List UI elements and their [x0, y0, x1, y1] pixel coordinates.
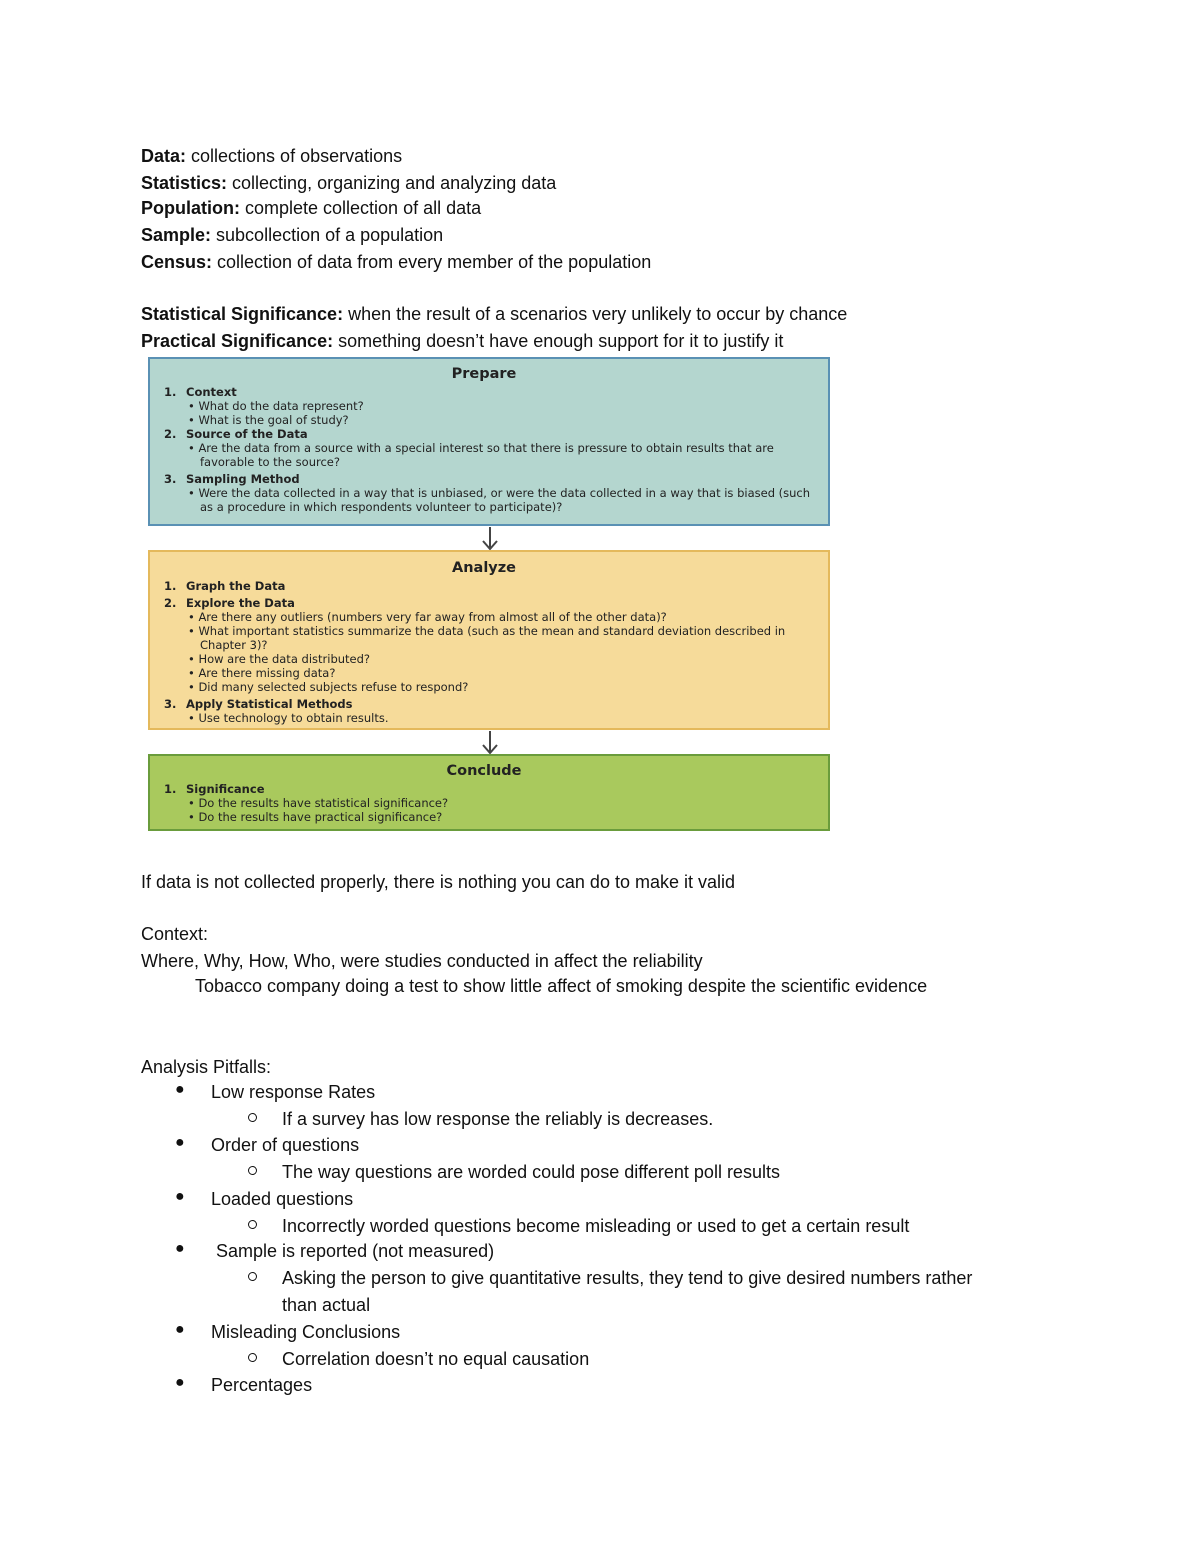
- pitfall-sub-item: Asking the person to give quantitative results, they tend to give desired numbers rather: [282, 1268, 973, 1288]
- term: Data:: [141, 146, 187, 166]
- term-definition: collecting, organizing and analyzing data: [227, 173, 557, 193]
- item-label: Graph the Data: [186, 579, 286, 593]
- item-number: 2.: [164, 596, 177, 610]
- item-number: 2.: [164, 427, 177, 441]
- definition-population: [141, 195, 481, 221]
- sub-question: • What important statistics summarize the data (such as the mean and standard deviation described in Chapter 3)?: [188, 624, 786, 652]
- flowchart-prepare-box: [148, 357, 830, 526]
- bullet-icon: ●: [175, 1188, 185, 1205]
- flowchart-analyze-box: [148, 550, 830, 730]
- circle-bullet-icon: [248, 1353, 257, 1362]
- sub-question: • Do the results have statistical significance?: [188, 796, 449, 810]
- context-line: Where, Why, How, Who, were studies conducted in affect the reliability: [141, 951, 703, 971]
- sub-question: • What is the goal of study?: [188, 413, 349, 427]
- pitfall-sub-item: The way questions are worded could pose different poll results: [282, 1162, 780, 1182]
- pitfall-item: Sample is reported (not measured): [211, 1241, 495, 1261]
- pitfall-item: Low response Rates: [211, 1082, 376, 1102]
- sub-question: • Are the data from a source with a special interest so that there is pressure to obtain results that are favorable to the source?: [188, 441, 774, 469]
- item-number: 1.: [164, 385, 177, 399]
- term-definition: when the result of a scenarios very unlikely to occur by chance: [343, 304, 848, 324]
- item-label: Significance: [186, 782, 265, 796]
- bullet-icon: ●: [175, 1321, 185, 1338]
- prepare-item-3: [150, 472, 818, 486]
- definition-statistical-significance: [141, 301, 847, 327]
- pitfall-sub-item: If a survey has low response the reliably is decreases.: [282, 1109, 714, 1129]
- term-definition: collections of observations: [186, 146, 403, 166]
- term: Practical Significance:: [141, 331, 334, 351]
- item-label: Apply Statistical Methods: [186, 697, 353, 711]
- term: Census:: [141, 252, 213, 272]
- pitfall-sub-item: Incorrectly worded questions become misleading or used to get a certain result: [282, 1216, 910, 1236]
- item-number: 1.: [164, 782, 177, 796]
- item-label: Context: [186, 385, 237, 399]
- context-heading: Context:: [141, 924, 209, 944]
- item-label: Source of the Data: [186, 427, 308, 441]
- term-definition: collection of data from every member of the population: [212, 252, 652, 272]
- pitfall-item: Misleading Conclusions: [211, 1322, 401, 1342]
- conclude-title: Conclude: [446, 763, 522, 779]
- note-valid: If data is not collected properly, there is nothing you can do to make it valid: [141, 872, 735, 892]
- term: Statistical Significance:: [141, 304, 344, 324]
- sub-question: • What do the data represent?: [188, 399, 364, 413]
- sub-question: • Were the data collected in a way that is unbiased, or were the data collected in a way that is biased (such as a procedure in which respondents volunteer to participate)?: [188, 486, 811, 514]
- analyze-item-2: [150, 596, 818, 610]
- definition-statistics: [141, 170, 556, 196]
- pitfall-sub-item-continued: than actual: [282, 1295, 371, 1315]
- sub-question: • Are there missing data?: [188, 666, 336, 680]
- bullet-icon: ●: [175, 1081, 185, 1098]
- prepare-item-2: [150, 427, 818, 441]
- item-label: Explore the Data: [186, 596, 295, 610]
- definition-practical-significance: [141, 328, 783, 354]
- circle-bullet-icon: [248, 1166, 257, 1175]
- pitfall-sub-item: Correlation doesn’t no equal causation: [282, 1349, 590, 1369]
- bullet-icon: ●: [175, 1134, 185, 1151]
- sub-question: • Are there any outliers (numbers very far away from almost all of the other data)?: [188, 610, 667, 624]
- sub-question: • Did many selected subjects refuse to respond?: [188, 680, 469, 694]
- prepare-item-1: [150, 385, 818, 399]
- pitfall-item: Loaded questions: [211, 1189, 354, 1209]
- context-example: Tobacco company doing a test to show little affect of smoking despite the scientific evidence: [195, 976, 928, 996]
- flowchart-conclude-box: [148, 754, 830, 831]
- circle-bullet-icon: [248, 1113, 257, 1122]
- definition-census: [141, 249, 651, 275]
- sub-question: • Do the results have practical significance?: [188, 810, 443, 824]
- circle-bullet-icon: [248, 1272, 257, 1281]
- term: Statistics:: [141, 173, 228, 193]
- pitfall-item: Order of questions: [211, 1135, 360, 1155]
- analyze-item-1: [150, 579, 818, 593]
- down-arrow-icon: [480, 527, 500, 551]
- term: Sample:: [141, 225, 212, 245]
- item-label: Sampling Method: [186, 472, 300, 486]
- conclude-item-1: [150, 782, 818, 796]
- definition-data: [141, 143, 402, 169]
- down-arrow-icon: [480, 731, 500, 755]
- term: Population:: [141, 198, 240, 218]
- prepare-title: Prepare: [451, 366, 517, 382]
- analyze-title: Analyze: [451, 560, 517, 576]
- term-definition: something doesn’t have enough support for it to justify it: [333, 331, 784, 351]
- definition-sample: [141, 222, 443, 248]
- term-definition: complete collection of all data: [239, 198, 482, 218]
- sub-question: • How are the data distributed?: [188, 652, 371, 666]
- item-number: 3.: [164, 697, 177, 711]
- sub-question: • Use technology to obtain results.: [188, 711, 389, 725]
- bullet-icon: ●: [175, 1374, 185, 1391]
- circle-bullet-icon: [248, 1220, 257, 1229]
- item-number: 3.: [164, 472, 177, 486]
- pitfall-item: Percentages: [211, 1375, 313, 1395]
- bullet-icon: ●: [175, 1240, 185, 1257]
- analyze-item-3: [150, 697, 818, 711]
- pitfalls-heading: Analysis Pitfalls:: [141, 1057, 272, 1077]
- term-definition: subcollection of a population: [211, 225, 444, 245]
- item-number: 1.: [164, 579, 177, 593]
